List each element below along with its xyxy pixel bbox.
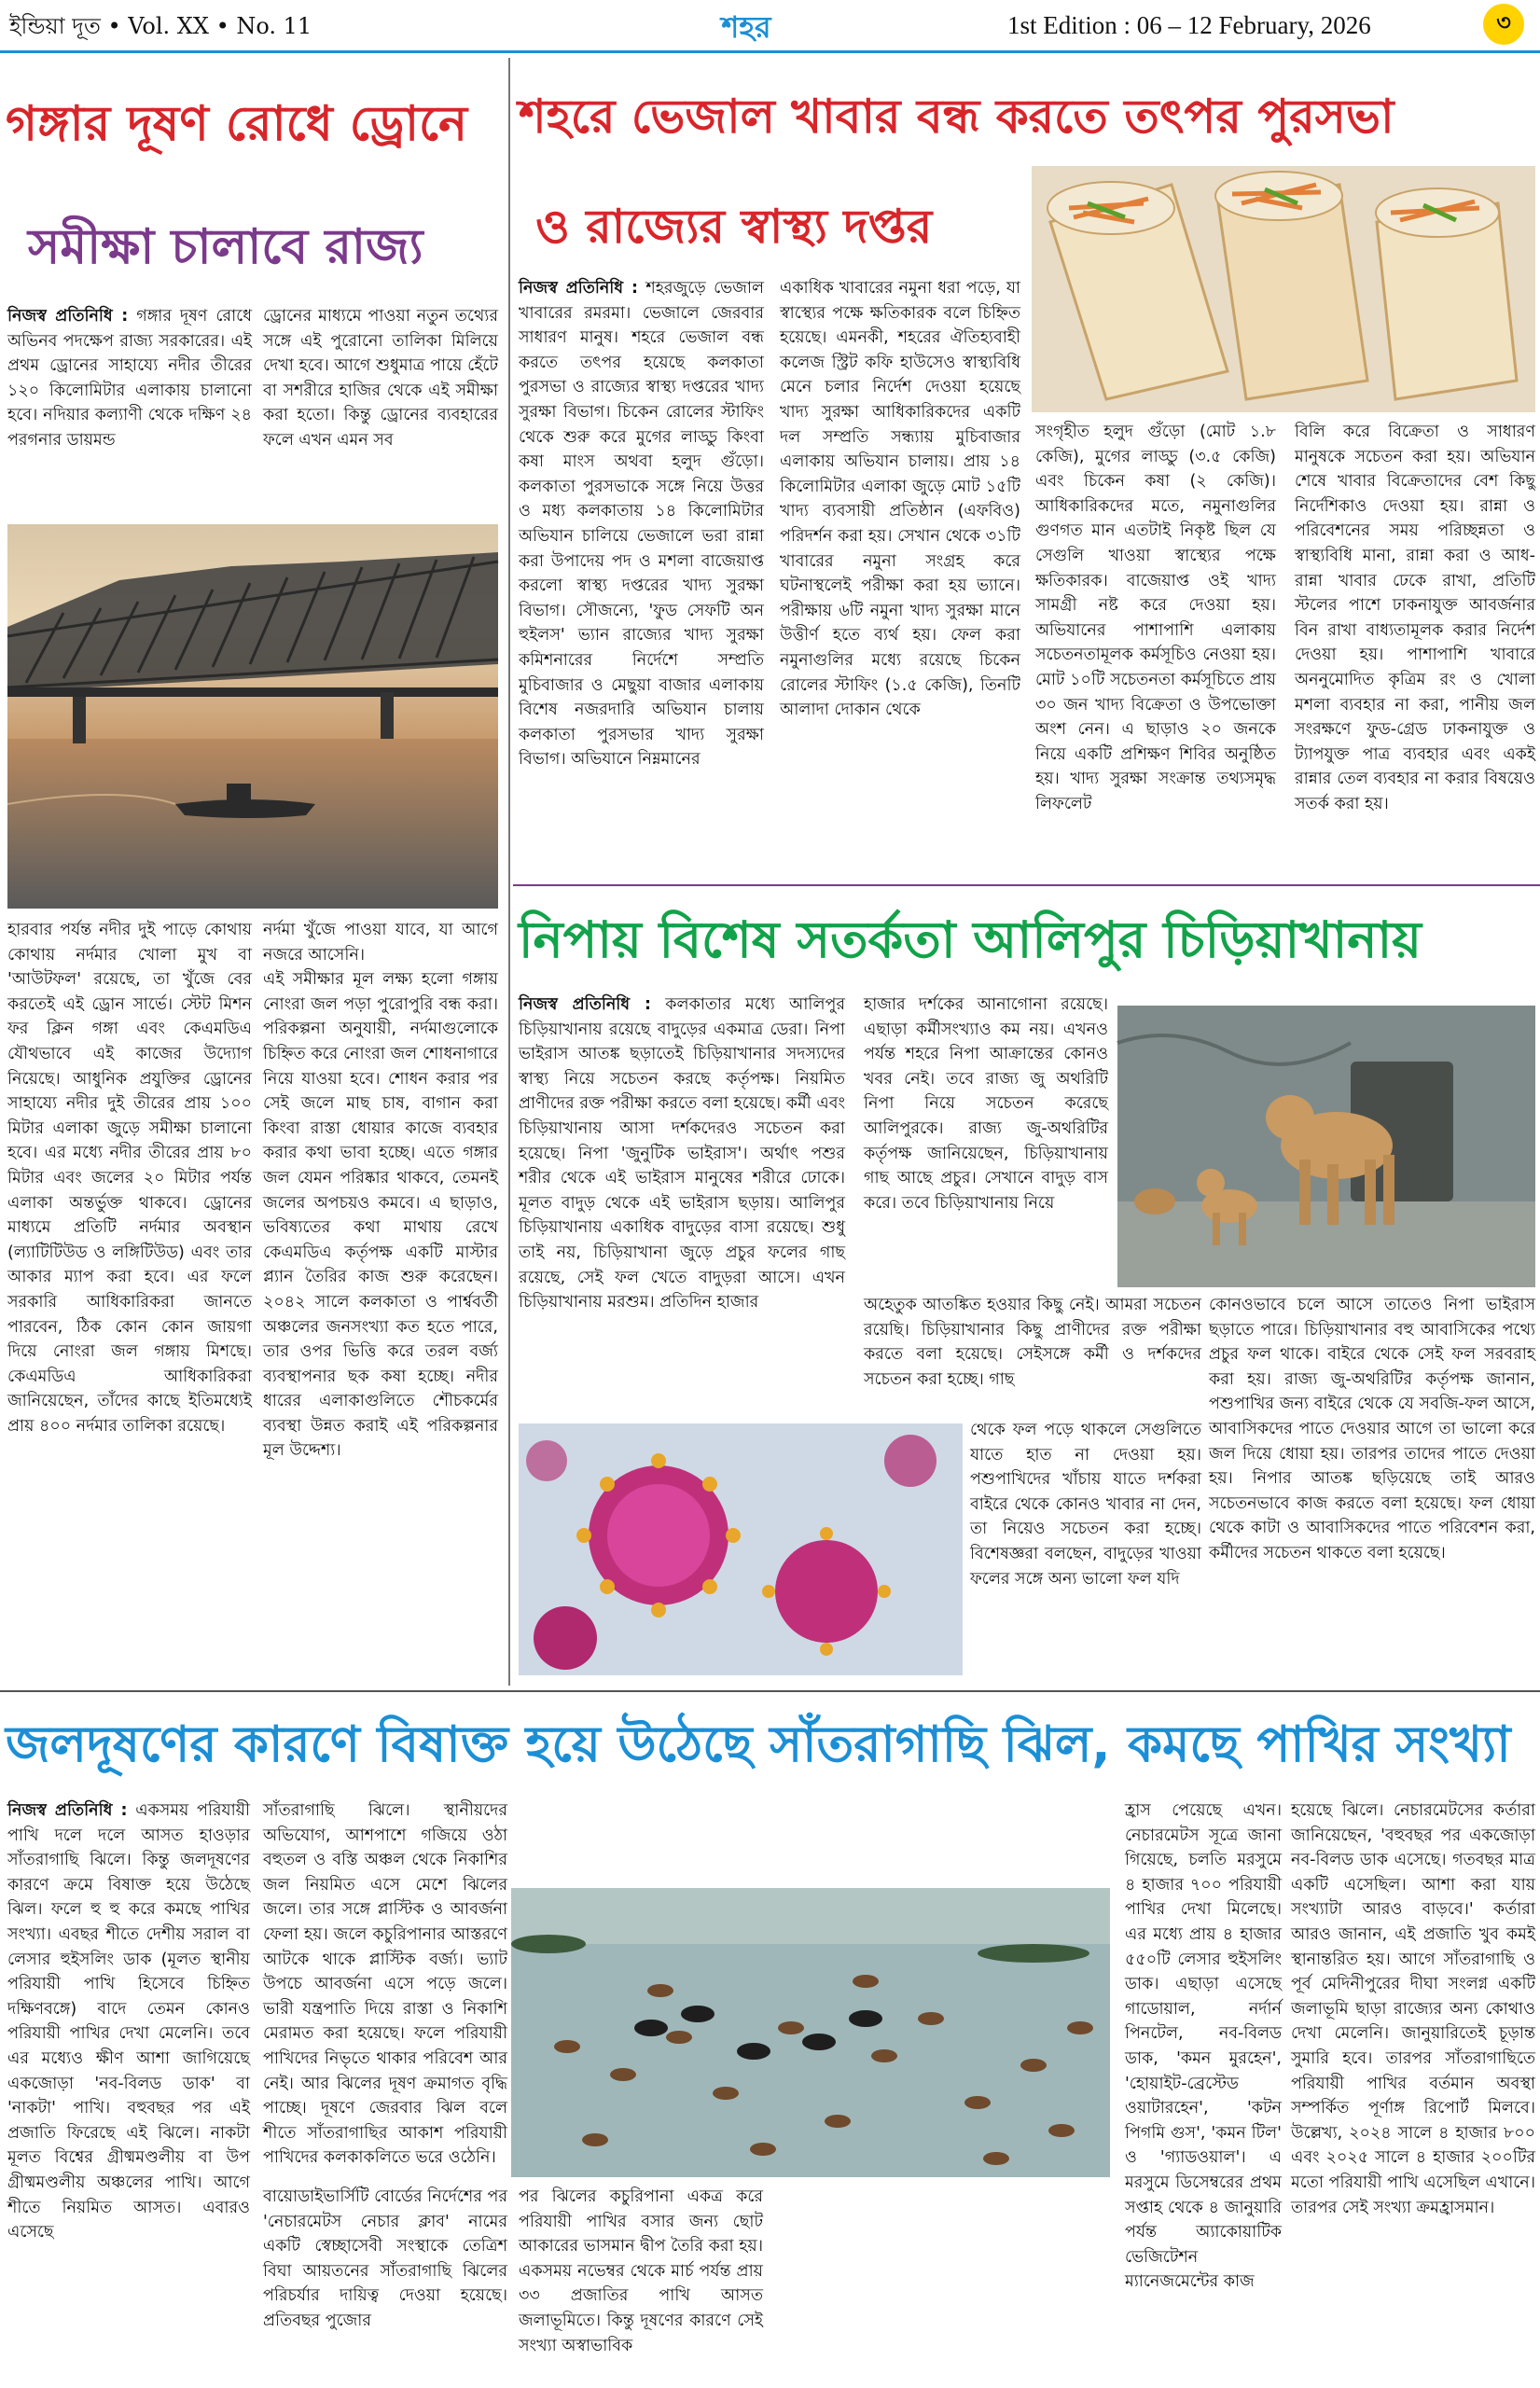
rolls-image [1032,166,1535,412]
ganga-headline-1: গঙ্গার দূষণ রোধে ড্রোনে [6,96,468,152]
food-col1 [519,276,764,881]
zoo-col1 [519,993,845,1417]
ganga-col2-top [263,304,498,514]
ganga-text-2: ড্রোনের মাধ্যমে পাওয়া নতুন তথ্যের সঙ্গে এই পুরোনো তালিকা মিলিয়ে দেখা হবে। আগে শুধুমাত্র পায়ে হেঁটে বা সশরীরে হাজির থেকে এই সমীক্ষা করা হতো। কিন্তু ড্রোনের ব্যবহারের ফলে এখন এমন সব [263,307,498,450]
ganga-col1-top [7,304,252,514]
lake-text-5: হ্রাস পেয়েছে এখন। নেচারমেটস সূত্রে জানা গিয়েছে, চলতি মরসুমে ৪ হাজার ৭০০ পরিযায়ী পাখির দেখা মিলেছে। এর মধ্যে প্রায় ৪ হাজার ৫৫০টি লেসার হুইসলিং ডাক। এছাড়া এসেছে গাডোয়াল, নর্দার্ন পিনটেল, নব-বিলড ডাক, 'কমন মুরহেন', 'হোয়াইট-ব্রেস্টেড ওয়াটারহেন', 'কটন পিগমি গুস', 'কমন টিল' ও 'গ্যাডওয়াল'। এ মরসুমে ডিসেম্বরের প্রথম সপ্তাহ থেকে ৪ জানুয়ারি পর্যন্ত অ্যাকোয়াটিক ভেজিটেশন ম্যানেজমেন্টের কাজ [1125,1801,1282,2292]
lake-headline: জলদূষণের কারণে বিষাক্ত হয়ে উঠেছে সাঁতরাগাছি ঝিল, কমছে পাখির সংখ্যা [6,1716,1511,1773]
lake-byline: নিজস্ব প্রতিনিধি : [7,1801,128,1820]
lake-col5 [1291,1798,1535,2388]
masthead-rule [0,50,1540,53]
ganga-text-3: হারবার পর্যন্ত নদীর দুই পাড়ে কোথায় কোথায় নর্দমার খোলা মুখ বা 'আউটফল' রয়েছে, তা খুঁজে বের করতেই এই ড্রোন সার্ভে। স্টেট মিশন ফর ক্লিন গঙ্গা এবং কেএমডিএ যৌথভাবে এই কাজের উদ্যোগ নিয়েছে। আধুনিক প্রযুক্তির ড্রোনের সাহায্যে নদীর দুই তীরের প্রায় ১০০ মিটার এলাকা জুড়ে সমীক্ষা চালানো হবে। এর মধ্যে নদীর তীরের প্রায় ৮০ মিটার এবং জলের ২০ মিটার পর্যন্ত এলাকা অন্তর্ভুক্ত থাকবে। ড্রোনের মাধ্যমে প্রতিটি নর্দমার অবস্থান (ল্যাটিটিউড ও লঙ্গিটিউড) এবং তার আকার ম্যাপ করা হবে। এর ফলে সরকারি আধিকারিকরা জানতে পারবেন, ঠিক কোন কোন জায়গা দিয়ে নোংরা জল গঙ্গায় মিশছে। কেএমডিএ আধিকারিকরা জানিয়েছেন, তাঁদের কাছে ইতিমধ্যেই প্রায় ৪০০ নর্দমার তালিকা রয়েছে। [7,921,252,1436]
lake-col1 [7,1798,250,2388]
lake-col4 [1125,1798,1282,2388]
zoo-text-5: কোনওভাবে চলে আসে তাতেও নিপা ভাইরাস ছড়াতে পারে। চিড়িয়াখানার বহু আবাসিকের পথ্যে প্রচুর ফল থাকে। বাইরে থেকে সেই ফল সরবরাহ করা হয়। রাজ্য জু-অথরিটির কর্তৃপক্ষ জানান, পশুপাখির জন্য বাইরে থেকে যে সবজি-ফল আসে, আবাসিকদের পাতে দেওয়ার আগে তা ভালো করে জল দিয়ে ধোয়া হয়। তারপর তাদের পাতে দেওয়া হয়। নিপার আতঙ্ক ছড়িয়েছে তাই আরও সচেতনভাবে কাজ করতে বলা হয়েছে। ফল ধোয়া থেকে কাটা ও আবাসিকদের পাতে পরিবেশন করা, কর্মীদের সচেতন থাকতে বলা হয়েছে। [1209,1296,1535,1562]
section-title: শহর [721,9,771,45]
food-text-2: একাধিক খাবারের নমুনা ধরা পড়ে, যা স্বাস্থ্যের পক্ষে ক্ষতিকারক বলে চিহ্নিত হয়েছে। এমনকী, শহরের ঐতিহ্যবাহী কলেজ স্ট্রিট কফি হাউসেও স্বাস্থ্যবিধি মেনে চলার নির্দেশ দেওয়া হয়েছে খাদ্য সুরক্ষা আধিকারিকদের একটি দল সম্প্রতি সন্ধ্যায় মুচিবাজার এলাকায় অভিযান চালায়। প্রায় ১৪ কিলোমিটার এলাকা জুড়ে মোট ১৫টি খাদ্য ব্যবসায়ী প্রতিষ্ঠান (এফবিও) পরিদর্শন করা হয়। সেখান থেকে ৩১টি খাবারের নমুনা সংগ্রহ করে ঘটনাস্থলেই পরীক্ষা করা হয় ভ্যানে। পরীক্ষায় ৬টি নমুনা খাদ্য সুরক্ষা মানে উত্তীর্ণ হতে ব্যর্থ হয়। ফেল করা নমুনাগুলির মধ্যে রয়েছে চিকেন রোলের স্টাফিং (১.৫ কেজি), তিনটি আলাদা দোকান থেকে [780,279,1020,720]
food-rolls-photo [1032,166,1535,412]
edition-date: 1st Edition : 06 – 12 February, 2026 [1007,11,1371,39]
zoo-col3 [1209,1293,1535,1685]
food-text-1: শহরজুড়ে ভেজাল খাবারের রমরমা। ভেজালে জেরবার সাধারণ মানুষ। শহরে ভেজাল বন্ধ করতে তৎপর হয়েছে কলকাতা পুরসভা ও রাজ্যের স্বাস্থ্য দপ্তরের খাদ্য সুরক্ষা বিভাগ। চিকেন রোলের স্টাফিং থেকে শুরু করে মুগের লাড্ডু কিংবা কষা মাংস অথবা হলুদ গুঁড়ো। কলকাতা পুরসভাকে সঙ্গে নিয়ে উত্তর ও মধ্য কলকাতায় ১৪ কিলোমিটার অভিযান চালিয়ে ভেজালে ভরা রান্না করা উপাদেয় পদ ও মশলা বাজেয়াপ্ত করলো স্বাস্থ্য দপ্তরের খাদ্য সুরক্ষা বিভাগ। সৌজন্যে, 'ফুড সেফটি অন হুইলস' ভ্যান রাজ্যের খাদ্য সুরক্ষা কমিশনারের নির্দেশে সম্প্রতি মুচিবাজার ও মেছুয়া বাজার এলাকায় বিশেষ নজরদারি অভিযান চালায় কলকাতা পুরসভার খাদ্য সুরক্ষা বিভাগ। অভিযানে নিম্নমানের [519,279,764,770]
ganga-col1-bottom [7,918,252,1666]
food-byline: নিজস্ব প্রতিনিধি : [519,279,638,298]
lake-col2-top [263,1798,507,2168]
ganga-text-1: গঙ্গার দূষণ রোধে অভিনব পদক্ষেপ রাজ্য সরকারের। এই প্রথম ড্রোনের সাহায্যে নদীর তীরের ১২০ কিলোমিটার এলাকায় চালানো হবে। নদিয়ার কল্যাণী থেকে দক্ষিণ ২৪ পরগনার ডায়মন্ড [7,307,252,450]
lake-col2-bottom [263,2185,507,2388]
lake-col3-bottom [519,2185,763,2388]
food-col4 [1295,420,1535,881]
virus-illustration [519,1423,963,1675]
masthead [0,0,1540,49]
food-col3 [1035,420,1276,881]
page-number: ৩ [1496,9,1511,35]
lake-text-3: বায়োডাইভার্সিটি বোর্ডের নির্দেশের পর 'নেচারমেটস নেচার ক্লাব' নামের একটি স্বেচ্ছাসেবী সংস্থাকে তেত্রিশ বিঘা আয়তনের সাঁতরাগাছি ঝিলের পরিচর্যার দায়িত্ব দেওয়া হয়েছে। প্রতিবছর পুজোর [263,2187,507,2330]
ganga-text-5: এই সমীক্ষার মূল লক্ষ্য হলো গঙ্গায় নোংরা জল পড়া পুরোপুরি বন্ধ করা। পরিকল্পনা অনুযায়ী, নর্দমাগুলোকে চিহ্নিত করে নোংরা জল শোধনাগারে নিয়ে যাওয়া হবে। শোধন করার পর সেই জলে মাছ চাষ, বাগান করা কিংবা রাস্তা ধোয়ার কাজে ব্যবহার করার কথা ভাবা হচ্ছে। এতে গঙ্গার জল যেমন পরিষ্কার থাকবে, তেমনই জলের অপচয়ও কমবে। এ ছাড়াও, ভবিষ্যতের কথা মাথায় রেখে কেএমডিএ কর্তৃপক্ষ একটি মাস্টার প্ল্যান তৈরির কাজ শুরু করেছেন। ২০৪২ সালে কলকাতা ও পার্শ্ববর্তী অঞ্চলের জনসংখ্যা কত হতে পারে, তার ওপর ভিত্তি করে তরল বর্জ্য ব্যবস্থাপনার ছক কষা হচ্ছে। নদীর ধারের এলাকাগুলিতে শৌচকর্মের ব্যবস্থা উন্নত করাই এই পরিকল্পনার মূল উদ্দেশ্য। [263,970,498,1461]
zoo-text-3: অহেতুক আতঙ্কিত হওয়ার কিছু নেই। আমরা সচেতন রয়েছি। চিড়িয়াখানার কিছু প্রাণীদের রক্ত পরীক্ষা করতে বলা হয়েছে। সেইসঙ্গে কর্মী ও দর্শকদের সচেতন করা হচ্ছে। গাছ [864,1296,1201,1389]
divider-left [508,58,510,1686]
lake-text-1: একসময় পরিযায়ী পাখি দলে দলে আসত হাওড়ার সাঁতরাগাছি ঝিলে। কিন্তু জলদূষণের কারণে ক্রমে বিষাক্ত হয়ে উঠেছে ঝিল। ফলে হু হু করে কমছে পাখির সংখ্যা। এবছর শীতে দেশীয় সরাল বা লেসার হুইসলিং ডাক (মূলত স্থানীয় পরিযায়ী পাখি হিসেবে চিহ্নিত দক্ষিণবঙ্গে) বাদে তেমন কোনও পরিযায়ী পাখির দেখা মেলেনি। তবে এর মধ্যেও ক্ষীণ আশা জাগিয়েছে একজোড়া 'নব-বিলড ডাক' বা 'নাকটা' পাখি। বহুবছর পর এই প্রজাতি ফিরেছে এই ঝিলে। নাকটা মূলত বিশ্বের গ্রীষ্মমণ্ডলীয় বা উপ গ্রীষ্মমণ্ডলীয় অঞ্চলের পাখি। আগে শীতে নিয়মিত আসত। এবারও এসেছে [7,1801,250,2242]
divider-food-zoo [513,884,1540,886]
bridge-image [7,524,498,909]
food-col2 [780,276,1020,881]
bridge-photo [7,524,498,909]
food-text-4: বিলি করে বিক্রেতা ও সাধারণ মানুষকে সচেতন করা হয়। অভিযান শেষে খাবার বিক্রেতাদের বেশ কিছু নির্দেশিকাও দেওয়া হয়। রান্না ও পরিবেশনের সময় পরিচ্ছন্নতা ও স্বাস্থ্যবিধি মানা, রান্না করা ও আধ-রান্না খাবার ঢেকে রাখা, প্রতিটি স্টলের পাশে ঢাকনাযুক্ত আবর্জনার বিন রাখা বাধ্যতামূলক করার নির্দেশ দেওয়া হয়। পাশাপাশি খাবারে অননুমোদিত কৃত্রিম রং ও খোলা মশলা ব্যবহার না করা, পানীয় জল সংরক্ষণে ফুড-গ্রেড ঢাকনাযুক্ত ও ট্যাপযুক্ত পাত্র ব্যবহার এবং একই রান্নার তেল ব্যবহার না করার বিষয়েও সতর্ক করা হয়। [1295,423,1535,813]
page-number-badge [1483,4,1524,45]
lake-birds-photo [511,1888,1110,2177]
zoo-headline: নিপায় বিশেষ সতর্কতা আলিপুর চিড়িয়াখানায় [519,910,1422,969]
zoo-text-4: থেকে ফল পড়ে থাকলে সেগুলিতে যাতে হাত না দেওয়া হয়। পশুপাখিদের খাঁচায় যাতে দর্শকরা বাইরে থেকে কোনও খাবার না দেন, তা নিয়েও সচেতন করা হচ্ছে। বিশেষজ্ঞরা বলছেন, বাদুড়ের খাওয়া ফলের সঙ্গে অন্য ভালো ফল যদি [970,1421,1201,1589]
zoo-col2-mid [864,1293,1201,1417]
zoo-col2-top [864,993,1108,1291]
zoo-text-2: হাজার দর্শকের আনাগোনা রয়েছে। এছাড়া কর্মীসংখ্যাও কম নয়। এখনও পর্যন্ত শহরে নিপা আক্রান্তের কোনও খবর নেই। তবে রাজ্য জু অথরিটি নিপা নিয়ে সচেতন করেছে আলিপুরকে। রাজ্য জু-অথরিটির কর্তৃপক্ষ জানিয়েছেন, চিড়িয়াখানায় গাছ আছে প্রচুর। সেখানে বাদুড় বাস করে। তবে চিড়িয়াখানায় নিয়ে [864,995,1108,1213]
zoo-text-1: কলকাতার মধ্যে আলিপুর চিড়িয়াখানায় রয়েছে বাদুড়ের একমাত্র ডেরা। নিপা ভাইরাস আতঙ্ক ছড়াতেই চিড়িয়াখানার সদস্যদের স্বাস্থ্য নিয়ে সচেতন করছে কর্তৃপক্ষ। নিয়মিত প্রাণীদের রক্ত পরীক্ষা করতে বলা হয়েছে। কর্মী এবং চিড়িয়াখানায় আসা দর্শকদেরও সচেতন করা হয়েছে। নিপা 'জুনুটিক ভাইরাস'। অর্থাৎ পশুর শরীর থেকে এই ভাইরাস মানুষের শরীরে ঢোকে। মূলত বাদুড় থেকে এই ভাইরাস ছড়ায়। আলিপুর চিড়িয়াখানায় একাধিক বাদুড়ের বাসা রয়েছে। শুধু তাই নয়, চিড়িয়াখানা জুড়ে প্রচুর ফলের গাছ রয়েছে, সেই ফল খেতে বাদুড়রা আসে। এখন চিড়িয়াখানায় মরশুম। প্রতিদিন হাজার [519,995,845,1312]
ganga-text-4: নর্দমা খুঁজে পাওয়া যাবে, যা আগে নজরে আসেনি। [263,921,498,965]
masthead-left: ইন্ডিয়া দূত • Vol. XX • No. 11 [9,13,312,39]
birds-image [511,1888,1110,2177]
lions-photo [1117,1006,1535,1287]
lions-image [1117,1006,1535,1287]
food-text-3: সংগৃহীত হলুদ গুঁড়ো (মোট ১.৮ কেজি), মুগের লাড্ডু (৩.৫ কেজি) এবং চিকেন কষা (২ কেজি)। আধিকারিকদের মতে, নমুনাগুলির গুণগত মান এতটাই নিকৃষ্ট ছিল যে সেগুলি খাওয়া স্বাস্থ্যের পক্ষে ক্ষতিকারক। বাজেয়াপ্ত ওই খাদ্য সামগ্রী নষ্ট করে দেওয়া হয়। অভিযানের পাশাপাশি এলাকায় সচেতনতামূলক কর্মসূচিও নেওয়া হয়। মোট ১০টি সচেতনতা কর্মসূচিতে প্রায় ৩০ জন খাদ্য বিক্রেতা ও উপভোক্তা অংশ নেন। এ ছাড়াও ২০ জনকে নিয়ে একটি প্রশিক্ষণ শিবির অনুষ্ঠিত হয়। খাদ্য সুরক্ষা সংক্রান্ত তথ্যসমৃদ্ধ লিফলেট [1035,423,1276,813]
lake-text-4: পর ঝিলের কচুরিপানা একত্র করে পরিযায়ী পাখির বসার জন্য ছোট আকারের ভাসমান দ্বীপ তৈরি করা হয়। একসময় নভেম্বর থেকে মার্চ পর্যন্ত প্রায় ৩৩ প্রজাতির পাখি আসত জলাভূমিতে। কিন্তু দূষণের কারণে সেই সংখ্যা অস্বাভাবিক [519,2187,763,2355]
zoo-byline: নিজস্ব প্রতিনিধি : [519,995,651,1014]
ganga-col2-bottom [263,918,498,1666]
virus-image [519,1423,963,1675]
ganga-headline-2: সমীক্ষা চালাবে রাজ্য [28,219,423,275]
food-headline-1: শহরে ভেজাল খাবার বন্ধ করতে তৎপর পুরসভা [519,90,1394,144]
lake-text-2: সাঁতরাগাছি ঝিলে। স্থানীয়দের অভিযোগ, আশপাশে গজিয়ে ওঠা বহুতল ও বস্তি অঞ্চল থেকে নিকাশির জল নিয়মিত এসে মেশে ঝিলের জলে। তার সঙ্গে প্লাস্টিক ও আবর্জনা ফেলা হয়। জলে কচুরিপানার আস্তরণে আটকে থাকে প্লাস্টিক বর্জ্য। ভ্যাট উপচে আবর্জনা এসে পড়ে জলে। ভারী যন্ত্রপাতি দিয়ে রাস্তা ও নিকাশি মেরামত করা হয়েছে। ফলে পরিযায়ী পাখিদের নিভৃতে থাকার পরিবেশ আর নেই। আর ঝিলের দূষণ ক্রমাগত বৃদ্ধি পাচ্ছে। দূষণে জেরবার ঝিল বলে শীতে সাঁতরাগাছির আকাশ পরিযায়ী পাখিদের কলকাকলিতে ভরে ওঠেনি। [263,1801,507,2168]
divider-lake [0,1690,1540,1692]
zoo-col2-bottom [970,1418,1201,1685]
lake-text-6: হয়েছে ঝিলে। নেচারমেটসের কর্তারা জানিয়েছেন, 'বহুবছর পর একজোড়া নব-বিলড ডাক এসেছে। গতবছর মাত্র একটি এসেছিল। আশা করা যায় সংখ্যাটা আরও বাড়বে।' কর্তারা আরও জানান, এই প্রজাতি খুব কমই স্থানান্তরিত হয়। আগে সাঁতরাগাছি ও পূর্ব মেদিনীপুরের দীঘা সংলগ্ন একটি জলাভূমি ছাড়া রাজ্যের অন্য কোথাও দেখা মেলেনি। জানুয়ারিতেই চূড়ান্ত সুমারি হবে। তারপর সাঁতরাগাছিতে পরিযায়ী পাখির বর্তমান অবস্থা সম্পর্কিত পূর্ণাঙ্গ রিপোর্ট মিলবে। উল্লেখ্য, ২০২৪ সালে ৪ হাজার ৮০০ এবং ২০২৫ সালে ৪ হাজার ২০০টির মতো পরিযায়ী পাখি এসেছিল এখানে। তারপর সেই সংখ্যা ক্রমহ্রাসমান। [1291,1801,1535,2217]
food-headline-2: ও রাজ্যের স্বাস্থ্য দপ্তর [535,200,933,254]
ganga-byline: নিজস্ব প্রতিনিধি : [7,307,129,326]
